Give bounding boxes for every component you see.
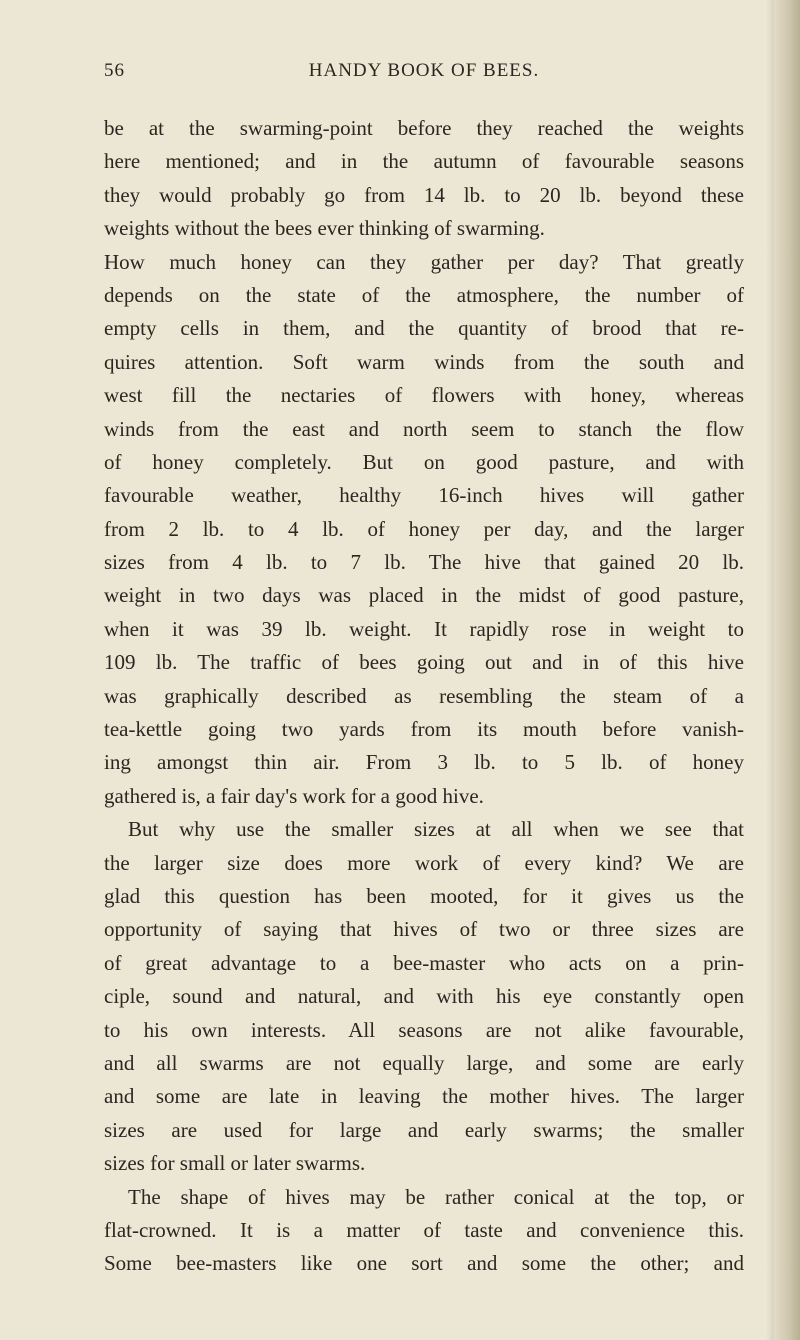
body-text — [104, 112, 744, 1281]
text-line: ciple, sound and natural, and with his eye constantly open — [104, 984, 744, 1009]
text-line: opportunity of saying that hives of two or three sizes are — [104, 917, 744, 942]
text-line: weights without the bees ever thinking of swarming. — [104, 216, 545, 241]
text-line: depends on the state of the atmosphere, the number of — [104, 282, 744, 307]
text-line: they would probably go from 14 lb. to 20 lb. beyond these — [104, 182, 744, 207]
text-line: tea-kettle going two yards from its mouth before vanish- — [104, 717, 744, 742]
text-line: But why use the smaller sizes at all when we see that — [128, 817, 744, 842]
text-line: sizes for small or later swarms. — [104, 1151, 366, 1176]
text-line: was graphically described as resembling the steam of a — [104, 683, 744, 708]
text-line: 109 lb. The traffic of bees going out and in of this hive — [104, 650, 744, 675]
text-line: of great advantage to a bee-master who acts on a prin- — [104, 950, 744, 975]
page-gutter-shadow — [766, 0, 774, 1340]
text-line: and some are late in leaving the mother hives. The larger — [104, 1084, 744, 1109]
running-head: HANDY BOOK OF BEES. — [308, 60, 540, 81]
text-line: and all swarms are not equally large, and some are early — [104, 1050, 744, 1075]
text-line: the larger size does more work of every kind? We are — [104, 850, 744, 875]
text-line: sizes from 4 lb. to 7 lb. The hive that gained 20 lb. — [104, 550, 744, 575]
text-line: How much honey can they gather per day? That greatly — [104, 249, 744, 274]
text-line: favourable weather, healthy 16-inch hives will gather — [104, 483, 744, 508]
text-line: glad this question has been mooted, for it gives us the — [104, 883, 744, 908]
text-line: weight in two days was placed in the midst of good pasture, — [104, 583, 744, 608]
text-line: quires attention. Soft warm winds from the south and — [104, 349, 744, 374]
page-number: 56 — [104, 60, 125, 81]
text-line: gathered is, a fair day's work for a good hive. — [104, 783, 484, 808]
text-line: flat-crowned. It is a matter of taste and convenience this. — [104, 1217, 744, 1242]
text-line: when it was 39 lb. weight. It rapidly rose in weight to — [104, 616, 744, 641]
text-line: empty cells in them, and the quantity of brood that re- — [104, 316, 744, 341]
text-line: of honey completely. But on good pasture, and with — [104, 449, 744, 474]
text-line: be at the swarming-point before they reached the weights — [104, 116, 744, 140]
text-line: from 2 lb. to 4 lb. of honey per day, and the larger — [104, 516, 744, 541]
text-line: ing amongst thin air. From 3 lb. to 5 lb. of honey — [104, 750, 744, 775]
text-line: west fill the nectaries of flowers with honey, whereas — [104, 383, 744, 408]
text-line: Some bee-masters like one sort and some the other; and — [104, 1251, 744, 1276]
text-line: sizes are used for large and early swarms; the smaller — [104, 1117, 744, 1142]
text-line: here mentioned; and in the autumn of favourable seasons — [104, 149, 744, 174]
text-line: winds from the east and north seem to stanch the flow — [104, 416, 744, 441]
page-edge — [774, 0, 800, 1340]
text-line: to his own interests. All seasons are not alike favourable, — [104, 1017, 744, 1042]
text-line: The shape of hives may be rather conical at the top, or — [128, 1184, 744, 1209]
page-header — [104, 60, 744, 86]
